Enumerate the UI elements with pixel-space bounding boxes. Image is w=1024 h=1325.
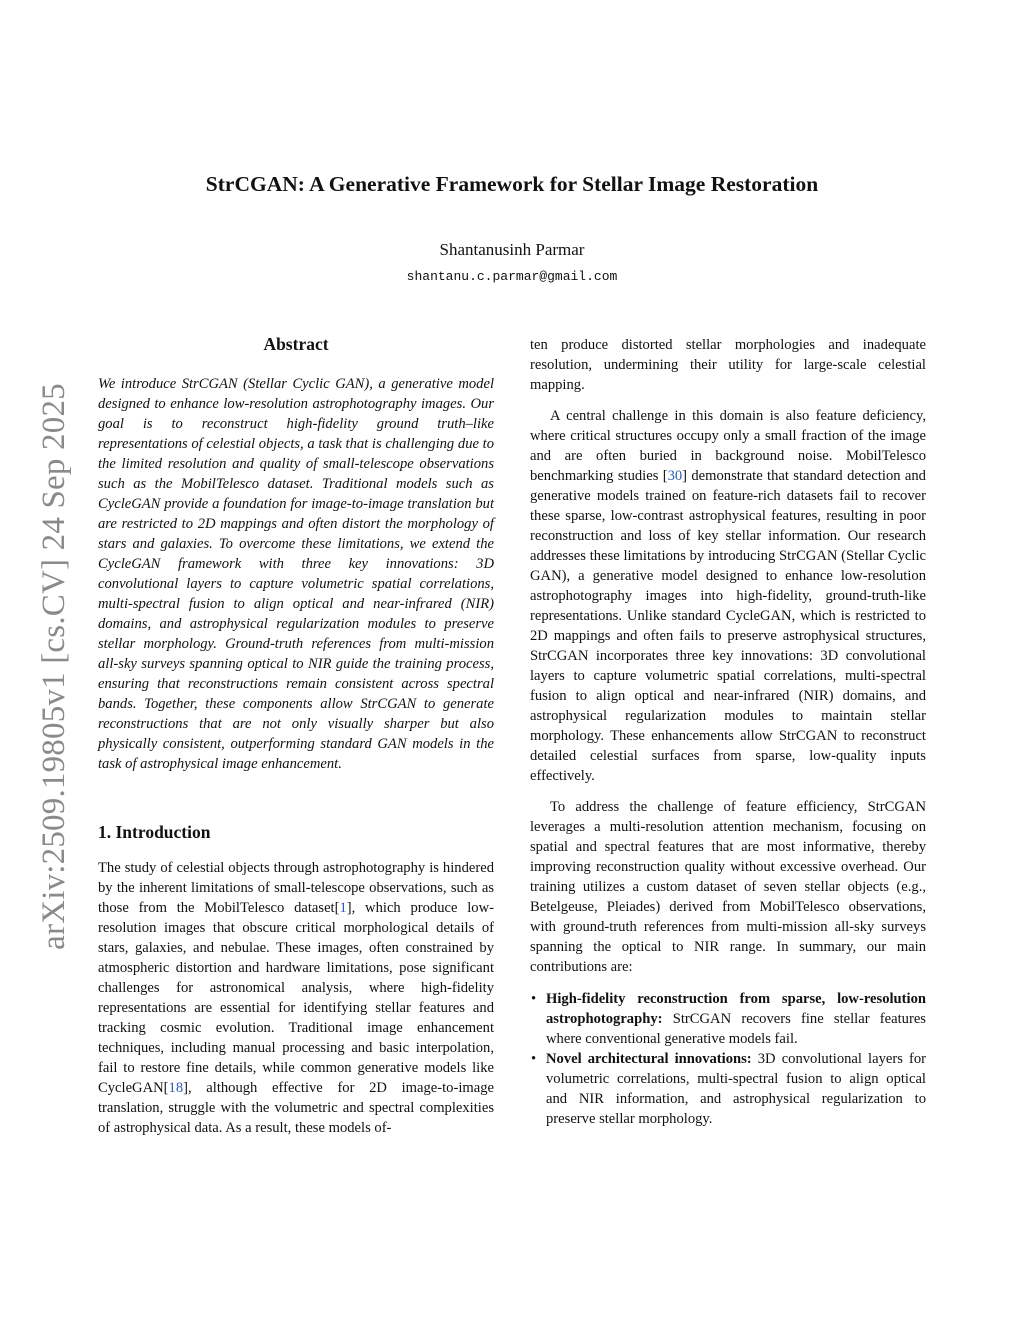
contribution-title: Novel architectural innovations: <box>546 1051 752 1067</box>
bullet-marker: • <box>531 1051 537 1067</box>
paragraph-text: ] demonstrate that standard detection and generative models trained on feature-rich datasets fail to recover these sparse, low-contrast astrophysical features, resulting in poor reconstruction and loss of key stellar information. Our research addresses these limitations by introducing StrCGAN (Stellar Cyclic GAN), a generative model designed to enhance low-resolution astrophotography images into high-fidelity, ground-truth-like representations. Unlike standard CycleGAN, which is restricted to 2D mappings and often fails to preserve astrophysical structures, StrCGAN incorporates three key innovations: 3D convolutional layers to capture volumetric spatial correlations, multi-spectral fusion to align optical and near-infrared (NIR) domains, and astrophysical regularization modules to maintain stellar morphology. These enhancements allow StrCGAN to reconstruct detailed celestial surfaces from sparse, low-quality inputs effectively. <box>530 468 926 784</box>
author-name: Shantanusinh Parmar <box>439 240 585 259</box>
abstract-text: We introduce StrCGAN (Stellar Cyclic GAN), a generative model designed to enhance low-resolution astrophotography images. Our goal is to reconstruct high-fidelity ground truth–like representations of celestial objects, a task that is challenging due to the limited resolution and quality of small-telescope observations such as the MobilTelesco dataset. Traditional models such as CycleGAN provide a foundation for image-to-image translation but are restricted to 2D mappings and often distort the morphology of stars and galaxies. To overcome these limitations, we extend the CycleGAN framework with three key innovations: 3D convolutional layers to capture volumetric spatial correlations, multi-spectral fusion to align optical and near-infrared (NIR) domains, and astrophysical regularization modules to preserve stellar morphology. Ground-truth references from multi-mission all-sky surveys spanning optical to NIR guide the training process, ensuring that reconstructions remain consistent across spectral bands. Together, these components allow StrCGAN to generate reconstructions that are not only visually sharper but also physically consistent, outperforming standard GAN models in the task of astrophysical image enhancement. <box>98 376 494 772</box>
introduction-paragraph-1 <box>98 858 494 1138</box>
citation-link-1[interactable]: 1 <box>339 900 347 916</box>
paragraph-text: ten produce distorted stellar morphologies and inadequate resolution, undermining their utility for large-scale celestial mapping. <box>530 337 926 393</box>
paragraph-text: A central challenge in this domain is also feature deficiency, where critical structures occupy only a small fraction of the image and are often buried in background noise. MobilTelesco benchmarking studies [ <box>530 408 926 484</box>
paragraph-text: The study of celestial objects through astrophotography is hindered by the inherent limitations of small-telescope observations, such as those from the MobilTelesco dataset[ <box>98 860 494 916</box>
right-column <box>530 335 926 1129</box>
contribution-text: 3D convolutional layers for volumetric correlations, multi-spectral fusion to align optical and NIR information, and astrophysical regularization to preserve stellar morphology. <box>546 1051 926 1127</box>
author-email: shantanu.c.parmar@gmail.com <box>406 269 618 284</box>
contributions-list <box>530 989 926 1129</box>
contribution-title: High-fidelity reconstruction from sparse, low-resolution astrophotography: <box>546 991 926 1027</box>
arxiv-identifier-stamp <box>33 372 75 960</box>
abstract-heading: Abstract <box>263 334 329 354</box>
introduction-paragraph-3: To address the challenge of feature efficiency, StrCGAN leverages a multi-resolution attention mechanism, focusing on spatial and spectral features that are most informative, thereby improving reconstruction quality without excessive overhead. Our training utilizes a custom dataset of seven stellar objects (e.g., Betelgeuse, Pleiades) derived from MobilTelesco observations, with ground-truth references from multi-mission all-sky surveys spanning the optical to NIR range. In summary, our main contributions are: <box>530 799 926 975</box>
bullet-marker: • <box>531 991 537 1007</box>
introduction-paragraph-1-continued <box>530 335 926 395</box>
paragraph-text: ], although effective for 2D image-to-image translation, struggle with the volumetric and spectral complexities of astrophysical data. As a result, these models of- <box>98 1080 494 1136</box>
paragraph-text: ], which produce low-resolution images that obscure critical morphological details of stars, galaxies, and nebulae. These images, often constrained by atmospheric distortion and hardware limitations, pose significant challenges for astronomical analysis, where high-fidelity representations are essential for identifying stellar features and tracking cosmic evolution. Traditional image enhancement techniques, including manual processing and basic interpolation, fail to restore fine details, while common generative models like CycleGAN[ <box>98 900 495 1096</box>
introduction-heading: 1. Introduction <box>98 822 211 842</box>
contribution-text: StrCGAN recovers fine stellar features where conventional generative models fail. <box>546 1011 926 1047</box>
citation-link-30[interactable]: 30 <box>667 468 683 484</box>
contribution-item <box>530 989 926 1049</box>
arxiv-identifier-text: arXiv:2509.19805v1 [cs.CV] 24 Sep 2025 <box>35 382 72 950</box>
citation-link-18[interactable]: 18 <box>168 1080 184 1096</box>
paper-title: StrCGAN: A Generative Framework for Stellar Image Restoration <box>205 172 819 196</box>
left-column <box>98 332 494 1138</box>
contribution-item <box>530 1049 926 1129</box>
introduction-paragraph-2 <box>530 406 926 786</box>
